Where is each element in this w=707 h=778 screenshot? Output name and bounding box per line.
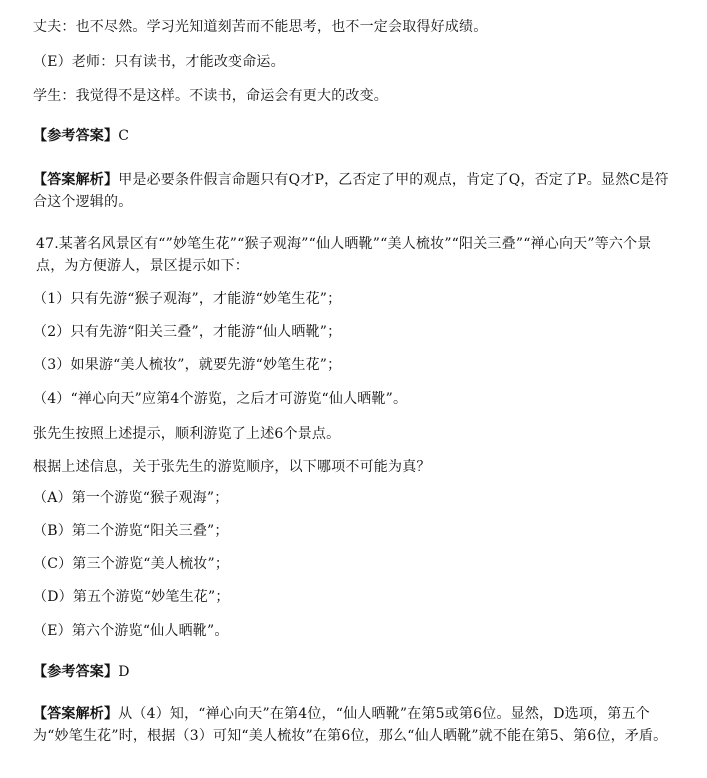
option-b: （B）第二个游览“阳关三叠”；: [33, 523, 229, 539]
condition-1: （1）只有先游“猴子观海”，才能游“妙笔生花”；: [33, 291, 342, 307]
explanation-paragraph-1: [33, 169, 669, 213]
answer-label: 【参考答案】: [33, 664, 119, 680]
condition-3: （3）如果游“美人梳妆”，就要先游“妙笔生花”；: [33, 357, 342, 373]
dialogue-line-husband: 丈夫：也不尽然。学习光知道刻苦而不能思考，也不一定会取得好成绩。: [33, 19, 488, 35]
explanation-label: 【答案解析】: [33, 706, 119, 722]
option-a: （A）第一个游览“猴子观海”；: [33, 490, 229, 506]
condition-4: （4）“禅心向天”应第4个游览，之后才可游览“仙人晒靴”。: [33, 391, 408, 407]
question-prompt: 根据上述信息，关于张先生的游览顺序，以下哪项不可能为真？: [33, 459, 431, 475]
dialogue-line-student: 学生：我觉得不是这样。不读书，命运会有更大的改变。: [33, 88, 388, 104]
answer-value: D: [118, 664, 130, 680]
condition-2: （2）只有先游“阳关三叠”，才能游“仙人晒靴”；: [33, 324, 342, 340]
option-e: （E）第六个游览“仙人晒靴”。: [33, 623, 229, 639]
explanation-paragraph-2: [33, 703, 669, 747]
explanation-label: 【答案解析】: [33, 172, 119, 188]
question-47-stem: 47.某著名风景区有“”妙笔生花”“猴子观海”“仙人晒靴”“美人梳妆”“阳关三叠”“禅心向天”等六个景点，为方便游人，景区提示如下：: [36, 236, 652, 274]
option-e-line: （E）老师：只有读书，才能改变命运。: [33, 54, 285, 70]
answer-label: 【参考答案】: [33, 128, 119, 144]
explanation-text: 甲是必要条件假言命题只有Q才P，乙否定了甲的观点，肯定了Q，否定了P。显然C是符合这个逻辑的。: [33, 172, 669, 210]
option-d: （D）第五个游览“妙笔生花”；: [33, 589, 230, 605]
answer-value: C: [118, 128, 130, 144]
answer-line-1: [33, 126, 129, 146]
answer-line-2: [33, 662, 130, 682]
explanation-text: 从（4）知，“禅心向天”在第4位，“仙人晒靴”在第5或第6位。显然，D选项，第五个为“妙笔生花”时，根据（3）可知“美人梳妆”在第6位，那么“仙人晒靴”就不能在第5、第6位，矛盾。: [33, 706, 668, 744]
statement-line-1: 张先生按照上述提示，顺利游览了上述6个景点。: [33, 426, 341, 442]
option-c: （C）第三个游览“美人梳妆”；: [33, 556, 230, 572]
